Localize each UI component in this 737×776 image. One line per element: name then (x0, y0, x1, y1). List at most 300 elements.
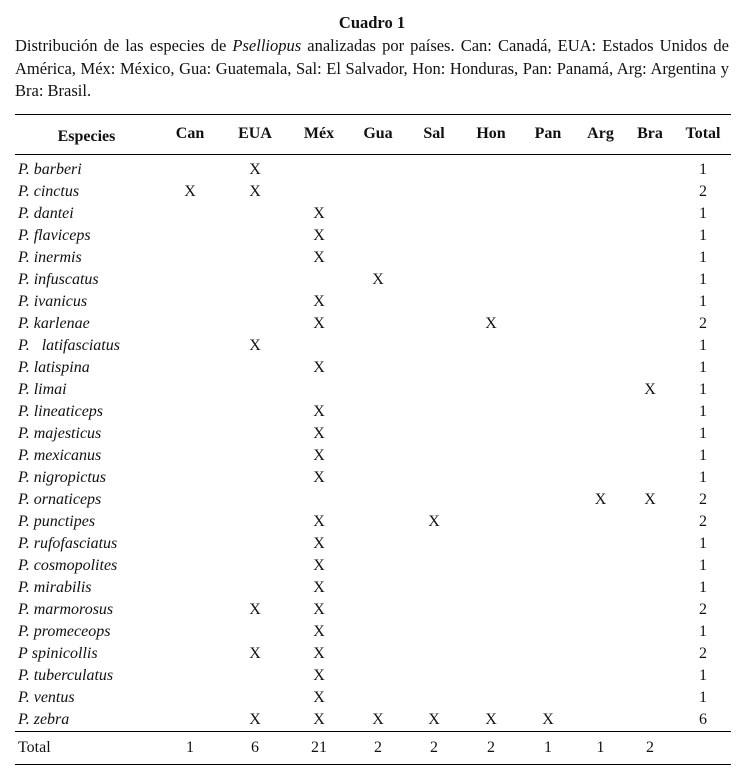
row-total-cell: 1 (699, 468, 707, 486)
genus-abbrev: P. (18, 578, 30, 596)
presence-cell-eua (222, 225, 288, 247)
presence-cell-arg (576, 225, 625, 247)
presence-cell-hon (462, 154, 520, 181)
row-total-cell: 1 (699, 446, 707, 464)
presence-cell-mex: X (313, 534, 325, 552)
table-row (15, 379, 731, 401)
table-header (15, 114, 731, 154)
species-epithet: mexicanus (33, 446, 102, 464)
presence-cell-gua (350, 154, 406, 181)
presence-cell-gua: X (372, 710, 384, 728)
presence-cell-mex: X (313, 248, 325, 266)
presence-cell-can (158, 357, 222, 379)
row-total-cell: 6 (699, 710, 707, 728)
presence-cell-arg (576, 401, 625, 423)
presence-cell-eua (222, 269, 288, 291)
caption-text-before: Distribución de las especies de (15, 36, 233, 55)
presence-cell-mex: X (313, 600, 325, 618)
presence-cell-pan (520, 181, 576, 203)
presence-cell-bra (625, 687, 675, 709)
presence-cell-bra (625, 665, 675, 687)
species-name-cell (15, 401, 158, 423)
species-epithet: ornaticeps (33, 490, 102, 508)
row-total-cell: 1 (699, 688, 707, 706)
total-label: Total (15, 731, 158, 764)
row-total-cell: 1 (699, 534, 707, 552)
presence-cell-gua (350, 511, 406, 533)
row-total-cell: 1 (699, 226, 707, 244)
presence-cell-can (158, 335, 222, 357)
row-total-cell: 2 (699, 600, 707, 618)
presence-cell-bra (625, 533, 675, 555)
species-epithet: limai (33, 380, 67, 398)
presence-cell-can (158, 445, 222, 467)
species-epithet: rufofasciatus (33, 534, 118, 552)
presence-cell-bra (625, 335, 675, 357)
presence-cell-eua: X (249, 160, 261, 178)
presence-cell-arg (576, 555, 625, 577)
presence-cell-hon (462, 445, 520, 467)
presence-cell-gua (350, 467, 406, 489)
presence-cell-gua (350, 423, 406, 445)
presence-cell-bra (625, 577, 675, 599)
presence-cell-can (158, 401, 222, 423)
row-total-cell: 1 (699, 424, 707, 442)
presence-cell-hon (462, 687, 520, 709)
presence-cell-pan (520, 423, 576, 445)
species-name-cell (15, 643, 158, 665)
presence-cell-arg (576, 511, 625, 533)
presence-cell-arg (576, 599, 625, 621)
presence-cell-arg (576, 203, 625, 225)
presence-cell-can (158, 687, 222, 709)
genus-abbrev: P. (18, 314, 30, 332)
presence-cell-sal (406, 291, 462, 313)
table-row (15, 247, 731, 269)
presence-cell-bra (625, 154, 675, 181)
presence-cell-pan (520, 643, 576, 665)
presence-cell-eua (222, 247, 288, 269)
presence-cell-arg (576, 423, 625, 445)
row-total-cell: 1 (699, 556, 707, 574)
genus-abbrev: P. (18, 512, 30, 530)
presence-cell-gua (350, 599, 406, 621)
presence-cell-hon (462, 533, 520, 555)
presence-cell-pan (520, 225, 576, 247)
presence-cell-sal (406, 665, 462, 687)
header-bra: Bra (625, 114, 675, 154)
species-name-cell (15, 313, 158, 335)
presence-cell-pan: X (542, 710, 554, 728)
row-total-cell: 2 (699, 182, 707, 200)
header-can: Can (158, 114, 222, 154)
presence-cell-can (158, 467, 222, 489)
presence-cell-hon (462, 423, 520, 445)
presence-cell-can (158, 599, 222, 621)
presence-cell-sal (406, 379, 462, 401)
species-epithet: promeceops (33, 622, 111, 640)
genus-abbrev: P (18, 644, 28, 662)
total-gua: 2 (350, 731, 406, 764)
table-footer (15, 731, 731, 764)
presence-cell-arg (576, 313, 625, 335)
species-name-cell (15, 555, 158, 577)
species-name-cell (15, 357, 158, 379)
presence-cell-can: X (184, 182, 196, 200)
row-total-cell: 1 (699, 270, 707, 288)
total-pan: 1 (520, 731, 576, 764)
row-total-cell: 1 (699, 578, 707, 596)
genus-abbrev: P. (18, 688, 30, 706)
presence-cell-mex: X (313, 710, 325, 728)
presence-cell-bra (625, 709, 675, 732)
presence-cell-bra (625, 599, 675, 621)
presence-cell-hon (462, 665, 520, 687)
presence-cell-sal (406, 313, 462, 335)
header-hon: Hon (462, 114, 520, 154)
presence-cell-can (158, 709, 222, 732)
presence-cell-bra (625, 313, 675, 335)
genus-abbrev: P. (18, 424, 30, 442)
row-total-cell: 2 (699, 314, 707, 332)
presence-cell-mex: X (313, 292, 325, 310)
table-row (15, 621, 731, 643)
presence-cell-gua (350, 577, 406, 599)
presence-cell-pan (520, 335, 576, 357)
presence-cell-pan (520, 154, 576, 181)
presence-cell-mex: X (313, 666, 325, 684)
species-name-cell (15, 533, 158, 555)
presence-cell-sal: X (428, 512, 440, 530)
species-name-cell (15, 665, 158, 687)
presence-cell-arg (576, 533, 625, 555)
presence-cell-can (158, 379, 222, 401)
species-epithet: cinctus (33, 182, 80, 200)
total-bra: 2 (625, 731, 675, 764)
species-epithet: nigropictus (33, 468, 107, 486)
presence-cell-bra (625, 511, 675, 533)
presence-cell-arg (576, 379, 625, 401)
header-arg: Arg (576, 114, 625, 154)
presence-cell-mex: X (313, 424, 325, 442)
species-name-cell (15, 154, 158, 181)
presence-cell-bra (625, 423, 675, 445)
presence-cell-eua (222, 423, 288, 445)
presence-cell-pan (520, 511, 576, 533)
presence-cell-arg (576, 467, 625, 489)
species-name-cell (15, 467, 158, 489)
presence-cell-eua (222, 577, 288, 599)
species-epithet: latispina (33, 358, 90, 376)
presence-cell-arg (576, 709, 625, 732)
presence-cell-sal (406, 445, 462, 467)
table-caption (15, 35, 729, 103)
species-epithet: marmorosus (33, 600, 114, 618)
caption-genus: Pselliopus (232, 36, 302, 55)
presence-cell-arg (576, 357, 625, 379)
presence-cell-eua (222, 401, 288, 423)
presence-cell-sal (406, 154, 462, 181)
table-row (15, 313, 731, 335)
presence-cell-hon (462, 379, 520, 401)
genus-abbrev: P. (18, 182, 30, 200)
presence-cell-mex: X (313, 688, 325, 706)
presence-cell-gua (350, 643, 406, 665)
presence-cell-arg (576, 154, 625, 181)
genus-abbrev: P. (18, 204, 30, 222)
species-epithet: ventus (33, 688, 75, 706)
presence-cell-bra: X (644, 490, 656, 508)
header-gua: Gua (350, 114, 406, 154)
genus-abbrev: P. (18, 226, 30, 244)
table-row (15, 423, 731, 445)
presence-cell-mex (288, 379, 350, 401)
genus-abbrev: P. (18, 468, 30, 486)
presence-cell-hon (462, 181, 520, 203)
row-total-cell: 1 (699, 380, 707, 398)
row-total-cell: 1 (699, 292, 707, 310)
distribution-table (15, 114, 731, 765)
presence-cell-pan (520, 555, 576, 577)
presence-cell-bra (625, 401, 675, 423)
table-row (15, 665, 731, 687)
species-epithet: zebra (33, 710, 70, 728)
presence-cell-eua (222, 621, 288, 643)
presence-cell-hon (462, 357, 520, 379)
presence-cell-gua (350, 225, 406, 247)
presence-cell-mex: X (313, 314, 325, 332)
total-eua: 6 (222, 731, 288, 764)
species-epithet: ivanicus (33, 292, 88, 310)
presence-cell-pan (520, 291, 576, 313)
presence-cell-gua (350, 401, 406, 423)
presence-cell-gua (350, 445, 406, 467)
presence-cell-mex: X (313, 578, 325, 596)
species-name-cell (15, 379, 158, 401)
presence-cell-sal (406, 181, 462, 203)
genus-abbrev: P. (18, 160, 30, 178)
presence-cell-sal (406, 621, 462, 643)
genus-abbrev: P. (18, 358, 30, 376)
presence-cell-hon (462, 467, 520, 489)
presence-cell-sal: X (428, 710, 440, 728)
presence-cell-gua (350, 357, 406, 379)
presence-cell-can (158, 247, 222, 269)
genus-abbrev: P. (18, 490, 30, 508)
presence-cell-pan (520, 467, 576, 489)
species-epithet: punctipes (33, 512, 96, 530)
table-row (15, 291, 731, 313)
total-hon: 2 (462, 731, 520, 764)
table-row (15, 335, 731, 357)
presence-cell-hon: X (485, 314, 497, 332)
table-row (15, 533, 731, 555)
table-row (15, 555, 731, 577)
presence-cell-arg (576, 445, 625, 467)
species-epithet: infuscatus (33, 270, 99, 288)
presence-cell-can (158, 621, 222, 643)
row-total-cell: 2 (699, 490, 707, 508)
presence-cell-eua: X (249, 336, 261, 354)
table-row (15, 357, 731, 379)
presence-cell-bra (625, 357, 675, 379)
presence-cell-sal (406, 643, 462, 665)
genus-abbrev: P. (18, 710, 30, 728)
presence-cell-eua (222, 291, 288, 313)
species-name-cell (15, 709, 158, 732)
table-row (15, 643, 731, 665)
row-total-cell: 1 (699, 336, 707, 354)
presence-cell-bra (625, 467, 675, 489)
presence-cell-bra (625, 621, 675, 643)
presence-cell-pan (520, 357, 576, 379)
table-row (15, 511, 731, 533)
total-sal: 2 (406, 731, 462, 764)
presence-cell-eua (222, 555, 288, 577)
presence-cell-bra (625, 247, 675, 269)
presence-cell-sal (406, 555, 462, 577)
presence-cell-gua (350, 379, 406, 401)
species-epithet: dantei (33, 204, 74, 222)
presence-cell-sal (406, 467, 462, 489)
presence-cell-sal (406, 577, 462, 599)
presence-cell-eua: X (249, 644, 261, 662)
presence-cell-arg (576, 291, 625, 313)
presence-cell-eua (222, 379, 288, 401)
presence-cell-gua (350, 555, 406, 577)
presence-cell-gua (350, 313, 406, 335)
species-epithet: lineaticeps (33, 402, 104, 420)
presence-cell-can (158, 313, 222, 335)
table-row (15, 445, 731, 467)
presence-cell-mex: X (313, 512, 325, 530)
header-total: Total (675, 114, 731, 154)
table-row (15, 225, 731, 247)
presence-cell-sal (406, 247, 462, 269)
presence-cell-mex: X (313, 468, 325, 486)
presence-cell-can (158, 511, 222, 533)
presence-cell-can (158, 665, 222, 687)
table-row (15, 203, 731, 225)
presence-cell-gua: X (372, 270, 384, 288)
row-total-cell: 1 (699, 204, 707, 222)
presence-cell-mex (288, 269, 350, 291)
species-name-cell (15, 445, 158, 467)
presence-cell-sal (406, 533, 462, 555)
presence-cell-can (158, 225, 222, 247)
presence-cell-gua (350, 203, 406, 225)
presence-cell-eua (222, 665, 288, 687)
genus-abbrev: P. (18, 534, 30, 552)
species-name-cell (15, 687, 158, 709)
presence-cell-gua (350, 181, 406, 203)
presence-cell-arg (576, 181, 625, 203)
presence-cell-bra (625, 203, 675, 225)
species-epithet: cosmopolites (33, 556, 118, 574)
genus-abbrev: P. (18, 248, 30, 266)
row-total-cell: 2 (699, 512, 707, 530)
presence-cell-pan (520, 445, 576, 467)
table-row (15, 401, 731, 423)
presence-cell-pan (520, 247, 576, 269)
presence-cell-sal (406, 401, 462, 423)
presence-cell-sal (406, 687, 462, 709)
presence-cell-mex: X (313, 644, 325, 662)
presence-cell-pan (520, 687, 576, 709)
presence-cell-mex: X (313, 556, 325, 574)
presence-cell-can (158, 555, 222, 577)
row-total-cell: 1 (699, 160, 707, 178)
presence-cell-arg (576, 643, 625, 665)
total-arg: 1 (576, 731, 625, 764)
presence-cell-can (158, 577, 222, 599)
row-total-cell: 1 (699, 402, 707, 420)
table-title: Cuadro 1 (338, 13, 406, 32)
header-mex: Méx (288, 114, 350, 154)
presence-cell-hon (462, 401, 520, 423)
presence-cell-pan (520, 489, 576, 511)
presence-cell-arg: X (594, 490, 607, 508)
presence-cell-arg (576, 687, 625, 709)
presence-cell-mex (288, 154, 350, 181)
presence-cell-sal (406, 489, 462, 511)
presence-cell-can (158, 533, 222, 555)
presence-cell-arg (576, 621, 625, 643)
presence-cell-sal (406, 599, 462, 621)
table-body (15, 154, 731, 731)
presence-cell-sal (406, 203, 462, 225)
row-total-cell: 2 (699, 644, 707, 662)
presence-cell-gua (350, 247, 406, 269)
total-mex: 21 (288, 731, 350, 764)
presence-cell-mex: X (313, 358, 325, 376)
genus-abbrev: P. (18, 402, 30, 420)
species-epithet: latifasciatus (33, 336, 120, 354)
presence-cell-sal (406, 357, 462, 379)
presence-cell-hon (462, 335, 520, 357)
table-row (15, 181, 731, 203)
presence-cell-pan (520, 533, 576, 555)
presence-cell-hon (462, 555, 520, 577)
presence-cell-bra: X (644, 380, 656, 398)
presence-cell-gua (350, 621, 406, 643)
caption-text-after: analizadas por países. Can: Canadá, EUA: Estados Unidos de América, Méx: México, Gua: Guatemala, Sal: El Salvador, Hon: Honduras, Pan: Panamá, Arg: Argentina y Bra: Brasil. (15, 36, 729, 100)
species-name-cell (15, 599, 158, 621)
presence-cell-can (158, 203, 222, 225)
presence-cell-gua (350, 687, 406, 709)
presence-cell-mex (288, 335, 350, 357)
presence-cell-hon (462, 511, 520, 533)
presence-cell-eua (222, 489, 288, 511)
table-row (15, 489, 731, 511)
presence-cell-bra (625, 555, 675, 577)
presence-cell-pan (520, 203, 576, 225)
presence-cell-eua: X (249, 182, 261, 200)
species-name-cell (15, 247, 158, 269)
species-name-cell (15, 577, 158, 599)
genus-abbrev: P. (18, 556, 30, 574)
presence-cell-mex (288, 489, 350, 511)
header-eua: EUA (222, 114, 288, 154)
presence-cell-hon: X (485, 710, 497, 728)
presence-cell-mex (288, 181, 350, 203)
total-empty (675, 731, 731, 764)
presence-cell-hon (462, 621, 520, 643)
genus-abbrev: P. (18, 600, 30, 618)
species-name-cell (15, 269, 158, 291)
presence-cell-arg (576, 247, 625, 269)
presence-cell-eua: X (249, 710, 261, 728)
